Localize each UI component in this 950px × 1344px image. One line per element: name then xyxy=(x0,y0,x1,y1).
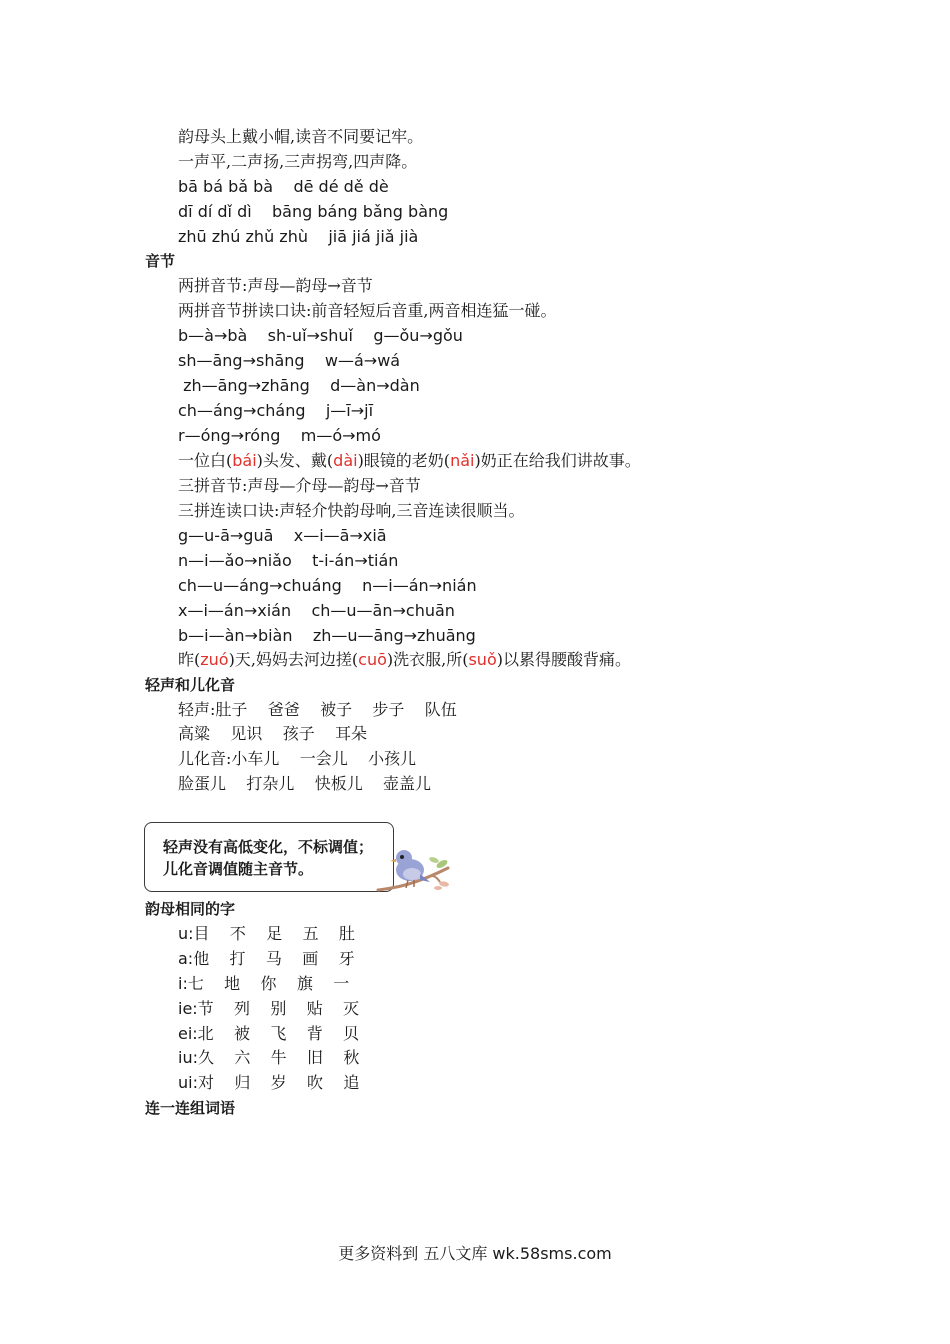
finals-row: iu:久 六 牛 旧 秋 xyxy=(178,1048,360,1067)
pinyin-highlight: nǎi xyxy=(450,451,475,470)
triple-rhyme-line: 三拼连读口诀:声轻介快韵母响,三音连读很顺当。 xyxy=(178,501,525,520)
neutral-tone-line: 轻声:肚子 爸爸 被子 步子 队伍 xyxy=(178,700,457,719)
footer-link[interactable]: 更多资料到 五八文库 wk.58sms.com xyxy=(338,1244,612,1263)
sentence-text: )洗衣服,所( xyxy=(386,650,469,669)
finals-row: i:七 地 你 旗 一 xyxy=(178,974,350,993)
triple-example-line: ch—u—áng→chuáng n—i—án→nián xyxy=(178,576,477,595)
neutral-tone-line: 高粱 见识 孩子 耳朵 xyxy=(178,724,368,743)
erhua-line: 脸蛋儿 打杂儿 快板儿 壶盖儿 xyxy=(178,774,432,793)
example-sentence-2 xyxy=(178,650,631,670)
syllable-example-line: sh—āng→shāng w—á→wá xyxy=(178,351,401,370)
sentence-text: )头发、戴( xyxy=(256,451,334,470)
section-heading-neutral-tone: 轻声和儿化音 xyxy=(145,676,236,694)
triple-formula-line: 三拼音节:声母—介母—韵母→音节 xyxy=(178,476,421,495)
tone-example-line: bā bá bǎ bà dē dé dě dè xyxy=(178,177,389,196)
finals-row: ei:北 被 飞 背 贝 xyxy=(178,1024,360,1043)
finals-row: ie:节 列 别 贴 灭 xyxy=(178,999,360,1018)
bird-on-branch-icon xyxy=(376,838,452,896)
sentence-text: 一位白( xyxy=(178,451,233,470)
triple-example-line: b—i—àn→biàn zh—u—āng→zhuāng xyxy=(178,626,476,645)
triple-example-line: x—i—án→xián ch—u—ān→chuān xyxy=(178,601,455,620)
pinyin-highlight: cuō xyxy=(358,650,387,669)
sentence-text: )天,妈妈去河边搓( xyxy=(228,650,359,669)
triple-example-line: g—u-ā→guā x—i—ā→xiā xyxy=(178,526,387,545)
section-heading-connect: 连一连组词语 xyxy=(145,1099,236,1117)
syllable-rhyme-line: 两拼音节拼读口诀:前音轻短后音重,两音相连猛一碰。 xyxy=(178,301,557,320)
sentence-text: )以累得腰酸背痛。 xyxy=(496,650,631,669)
tone-rhyme-line: 韵母头上戴小帽,读音不同要记牢。 xyxy=(178,127,424,146)
finals-row: ui:对 归 岁 吹 追 xyxy=(178,1073,360,1092)
syllable-example-line: r—óng→róng m—ó→mó xyxy=(178,426,381,445)
syllable-example-line: b—à→bà sh-uǐ→shuǐ g—ǒu→gǒu xyxy=(178,326,463,345)
sentence-text: )奶正在给我们讲故事。 xyxy=(474,451,641,470)
tone-example-line: dī dí dǐ dì bāng báng bǎng bàng xyxy=(178,202,449,221)
erhua-line: 儿化音:小车儿 一会儿 小孩儿 xyxy=(178,749,417,768)
triple-example-line: n—i—ǎo→niǎo t-i-án→tián xyxy=(178,551,399,570)
finals-row: a:他 打 马 画 牙 xyxy=(178,949,355,968)
sentence-text: )眼镜的老奶( xyxy=(357,451,451,470)
tip-note-text: 轻声没有高低变化，不标调值；儿化音调值随主音节。 xyxy=(163,838,374,878)
syllable-example-line: zh—āng→zhāng d—àn→dàn xyxy=(178,376,420,395)
section-heading-same-finals: 韵母相同的字 xyxy=(145,900,236,918)
pinyin-highlight: bái xyxy=(232,451,257,470)
syllable-example-line: ch—áng→cháng j—ī→jī xyxy=(178,401,374,420)
finals-row: u:目 不 足 五 肚 xyxy=(178,924,355,943)
pinyin-highlight: zuó xyxy=(200,650,229,669)
tone-example-line: zhū zhú zhǔ zhù jiā jiá jiǎ jià xyxy=(178,227,419,246)
tone-rule-line: 一声平,二声扬,三声拐弯,四声降。 xyxy=(178,152,418,171)
pinyin-highlight: suǒ xyxy=(468,650,497,669)
example-sentence-1 xyxy=(178,451,641,471)
syllable-formula-line: 两拼音节:声母—韵母→音节 xyxy=(178,276,373,295)
pinyin-highlight: dài xyxy=(333,451,358,470)
section-heading-syllables: 音节 xyxy=(145,252,176,270)
sentence-text: 昨( xyxy=(178,650,201,669)
tip-note-box xyxy=(144,822,394,892)
